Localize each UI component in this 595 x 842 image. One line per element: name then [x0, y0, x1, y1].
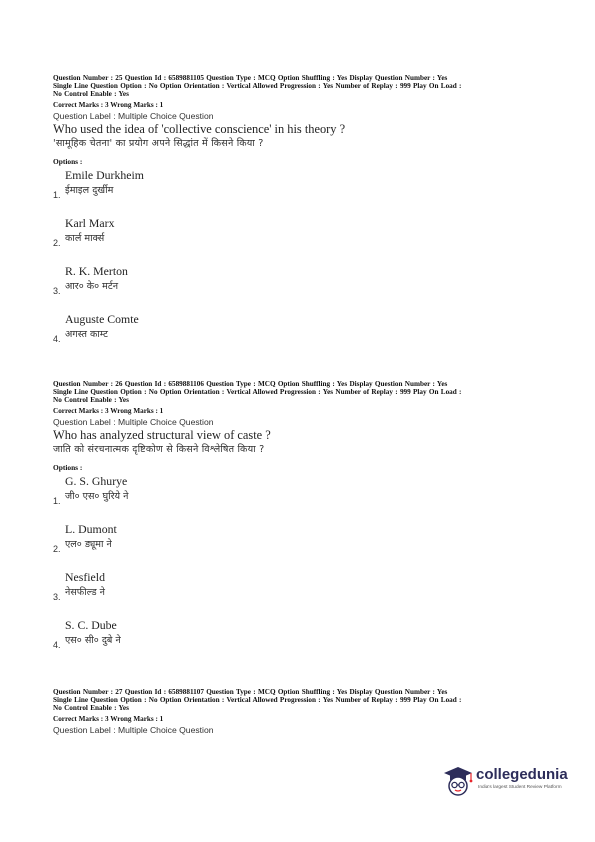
meta-line: Single Line Question Option : No Option Orientation : Vertical Allowed Progression : Yes Number of Replay : 999 Play On Load :	[53, 388, 462, 397]
option-text-hindi: जी० एस० घुरिये ने	[65, 490, 129, 502]
question-marks: Correct Marks : 3 Wrong Marks : 1	[53, 406, 164, 415]
collegedunia-logo	[440, 763, 580, 799]
question-meta	[53, 688, 553, 713]
question-text-hindi: जाति को संरचनात्मक दृष्टिकोण से किसने विश्लेषित किया ?	[53, 443, 265, 455]
option-item[interactable]	[53, 312, 553, 360]
option-number: 1.	[53, 189, 61, 200]
option-text-english: S. C. Dube	[65, 617, 117, 632]
option-text-hindi: एस० सी० दुबे ने	[65, 634, 121, 646]
option-text-hindi: एल० ड्यूमा ने	[65, 538, 112, 550]
option-number: 2.	[53, 237, 61, 248]
logo-wordmark: collegedunia	[476, 766, 568, 783]
meta-line: No Control Enable : Yes	[53, 90, 129, 99]
option-text-hindi: ईमाइल दुर्खीम	[65, 184, 114, 196]
option-item[interactable]	[53, 216, 553, 264]
options-list	[53, 168, 553, 360]
option-text-hindi: अगस्त काम्ट	[65, 328, 108, 340]
option-item[interactable]	[53, 168, 553, 216]
question-label: Question Label : Multiple Choice Question	[53, 724, 214, 735]
question-27-block	[53, 688, 553, 736]
option-text-hindi: कार्ल मार्क्स	[65, 232, 105, 244]
option-text-hindi: आर० के० मर्टन	[65, 280, 119, 292]
question-label: Question Label : Multiple Choice Question	[53, 110, 214, 121]
question-text-hindi: 'सामूहिक चेतना' का प्रयोग अपने सिद्धांत में किसने किया ?	[53, 137, 264, 149]
option-item[interactable]	[53, 522, 553, 570]
options-label: Options :	[53, 156, 83, 166]
meta-line: No Control Enable : Yes	[53, 396, 129, 405]
option-item[interactable]	[53, 264, 553, 312]
option-text-english: R. K. Merton	[65, 263, 128, 278]
options-list	[53, 474, 553, 666]
option-text-hindi: नेसफील्ड ने	[65, 586, 105, 598]
option-number: 2.	[53, 543, 61, 554]
meta-line: Question Number : 27 Question Id : 6589881107 Question Type : MCQ Option Shuffling : Yes Display Question Number : Yes	[53, 688, 448, 696]
option-text-english: Nesfield	[65, 569, 105, 584]
question-marks: Correct Marks : 3 Wrong Marks : 1	[53, 714, 164, 723]
meta-line: Single Line Question Option : No Option Orientation : Vertical Allowed Progression : Yes Number of Replay : 999 Play On Load :	[53, 696, 462, 705]
option-text-english: G. S. Ghurye	[65, 473, 128, 488]
option-number: 3.	[53, 285, 61, 296]
option-item[interactable]	[53, 618, 553, 666]
option-number: 1.	[53, 495, 61, 506]
question-marks: Correct Marks : 3 Wrong Marks : 1	[53, 100, 164, 109]
option-number: 4.	[53, 333, 61, 344]
logo-tagline: India's largest Student Review Platform	[478, 785, 562, 790]
graduate-mascot-icon	[440, 763, 476, 799]
meta-line: No Control Enable : Yes	[53, 704, 129, 713]
meta-line: Single Line Question Option : No Option Orientation : Vertical Allowed Progression : Yes Number of Replay : 999 Play On Load :	[53, 82, 462, 91]
option-number: 4.	[53, 639, 61, 650]
question-26-block	[53, 380, 553, 666]
option-number: 3.	[53, 591, 61, 602]
meta-line: Question Number : 26 Question Id : 6589881106 Question Type : MCQ Option Shuffling : Yes Display Question Number : Yes	[53, 380, 448, 388]
option-text-english: L. Dumont	[65, 521, 117, 536]
option-item[interactable]	[53, 474, 553, 522]
option-item[interactable]	[53, 570, 553, 618]
option-text-english: Emile Durkheim	[65, 167, 144, 182]
option-text-english: Karl Marx	[65, 215, 115, 230]
option-text-english: Auguste Comte	[65, 311, 139, 326]
question-label: Question Label : Multiple Choice Question	[53, 416, 214, 427]
question-text-english: Who has analyzed structural view of caste ?	[53, 427, 271, 442]
question-text-english: Who used the idea of 'collective conscience' in his theory ?	[53, 121, 346, 136]
options-label: Options :	[53, 462, 83, 472]
question-meta	[53, 380, 553, 405]
question-25-block	[53, 74, 553, 360]
meta-line: Question Number : 25 Question Id : 6589881105 Question Type : MCQ Option Shuffling : Yes Display Question Number : Yes	[53, 74, 448, 82]
question-meta	[53, 74, 553, 99]
